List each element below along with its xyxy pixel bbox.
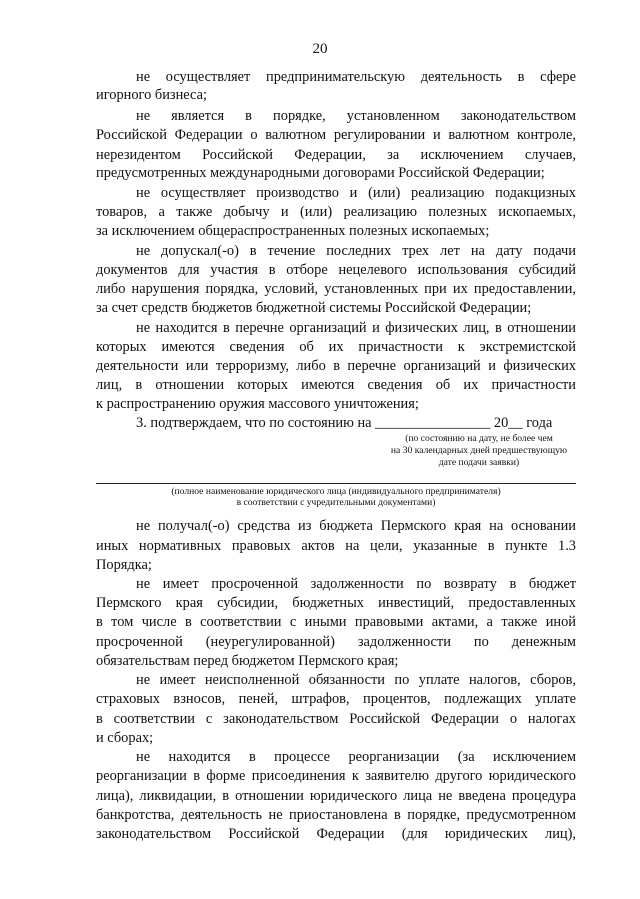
text-line: реорганизации в форме присоединения к заявителю другого юридического: [96, 768, 576, 784]
text-line: за счет средств бюджетов бюджетной системы Российской Федерации;: [96, 300, 532, 316]
date-note-line: (по состоянию на дату, не более чем: [405, 433, 553, 444]
text-line: за исключением общераспространенных полезных ископаемых;: [96, 223, 490, 239]
page-number: 20: [312, 41, 328, 57]
name-note-line: (полное наименование юридического лица (индивидуального предпринимателя): [171, 486, 501, 497]
text-line: иных нормативных правовых актов на цели, указанные в пункте 1.3: [96, 538, 576, 554]
date-note-line: дате подачи заявки): [438, 457, 520, 468]
text-line: деятельности или терроризму, либо в перечне организаций и физических: [96, 358, 576, 374]
text-line: не является в порядке, установленном законодательством: [136, 108, 576, 124]
text-line: лица), ликвидации, в отношении юридического лица не введена процедура: [96, 788, 576, 804]
date-note-line: на 30 календарных дней предшествующую: [390, 445, 568, 456]
text-line: в соответствии с законодательством Российской Федерации о налогах: [96, 711, 576, 727]
text-line: не осуществляет производство и (или) реализацию подакцизных: [136, 185, 576, 201]
name-fill-line: [96, 483, 576, 484]
text-line: не находится в перечне организаций и физических лиц, в отношении: [136, 320, 576, 336]
text-line: Порядка;: [96, 557, 152, 573]
text-line: не допускал(-о) в течение последних трех лет на дату подачи: [136, 243, 576, 259]
text-line: предусмотренных международными договорами Российской Федерации;: [96, 165, 545, 181]
text-line: игорного бизнеса;: [96, 87, 207, 103]
text-line: Пермского края субсидии, бюджетных инвестиций, предоставленных: [96, 595, 576, 611]
name-note-line: в соответствии с учредительными документами): [236, 497, 436, 508]
text-line: страховых взносов, пеней, штрафов, процентов, подлежащих уплате: [96, 691, 576, 707]
text-line: не имеет неисполненной обязанности по уплате налогов, сборов,: [136, 672, 576, 688]
text-line: которых имеются сведения об их причастности к экстремистской: [96, 339, 576, 355]
text-line: либо нарушения порядка, условий, установленных при их предоставлении,: [96, 281, 576, 297]
text-line: не находится в процессе реорганизации (за исключением: [136, 749, 576, 765]
text-line: не осуществляет предпринимательскую деятельность в сфере: [136, 69, 576, 85]
text-line: не имеет просроченной задолженности по возврату в бюджет: [136, 576, 576, 592]
text-line: товаров, а также добычу и (или) реализацию полезных ископаемых,: [96, 204, 576, 220]
text-line: просроченной (неурегулированной) задолженности по денежным: [96, 634, 576, 650]
text-line: нерезидентом Российской Федерации, за исключением случаев,: [96, 147, 576, 163]
text-line: в том числе в соответствии с иными правовыми актами, а также иной: [96, 614, 576, 630]
confirm-line: 3. подтверждаем, что по состоянию на ________________ 20__ года: [136, 415, 553, 431]
text-line: Российской Федерации о валютном регулировании и валютном контроле,: [96, 127, 576, 143]
text-line: лиц, в отношении которых имеются сведения об их причастности: [96, 377, 576, 393]
text-line: к распространению оружия массового уничтожения;: [96, 396, 419, 412]
text-line: документов для участия в отборе нецелевого использования субсидий: [96, 262, 576, 278]
text-line: и сборах;: [96, 730, 154, 746]
text-line: обязательствам перед бюджетом Пермского края;: [96, 653, 399, 669]
text-line: не получал(-о) средства из бюджета Пермского края на основании: [136, 518, 576, 534]
text-line: законодательством Российской Федерации (для юридических лиц),: [96, 826, 576, 842]
text-line: банкротства, деятельность не приостановлена в порядке, предусмотренном: [96, 807, 576, 823]
